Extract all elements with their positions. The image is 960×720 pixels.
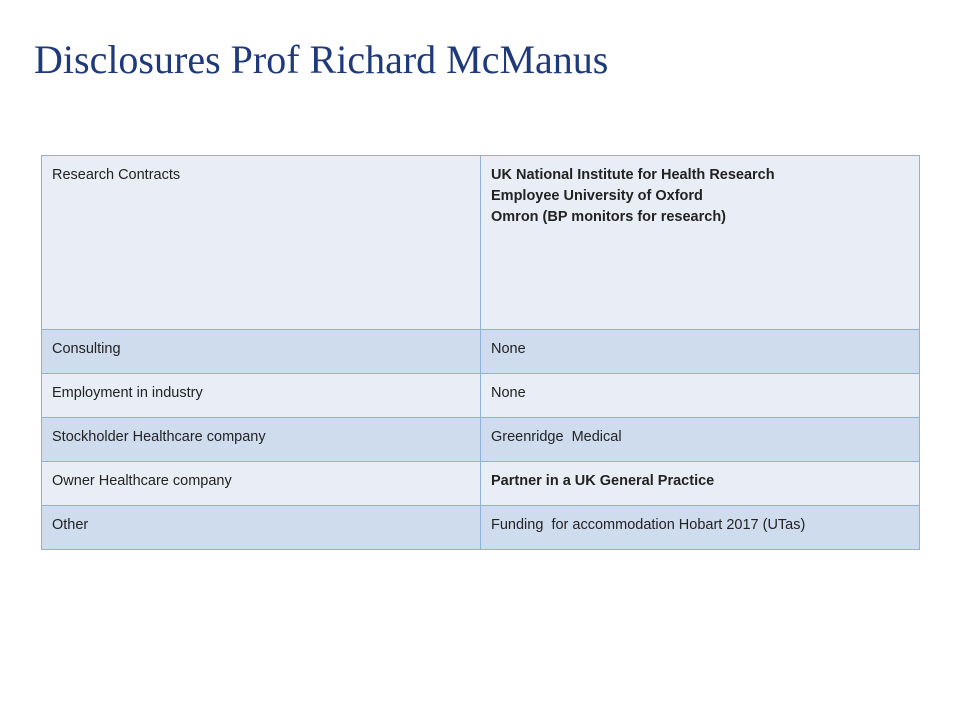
- disclosures-table: [41, 155, 920, 550]
- row-label-text: Other: [52, 517, 89, 533]
- row-label: [42, 374, 481, 418]
- row-label-text: Consulting: [52, 341, 121, 357]
- table-row: [42, 156, 920, 330]
- row-value: [481, 506, 920, 550]
- row-value: [481, 462, 920, 506]
- row-value-text: Partner in a UK General Practice: [491, 473, 715, 489]
- row-value-line: Omron (BP monitors for research): [491, 209, 727, 225]
- row-label-text: Stockholder Healthcare company: [52, 429, 266, 445]
- table-row: [42, 374, 920, 418]
- row-label: [42, 418, 481, 462]
- row-value: [481, 374, 920, 418]
- row-label: [42, 330, 481, 374]
- row-label: [42, 506, 481, 550]
- row-value-line: Employee University of Oxford: [491, 188, 703, 204]
- row-label-text: Employment in industry: [52, 385, 203, 401]
- row-label-text: Owner Healthcare company: [52, 473, 232, 489]
- table-row: [42, 462, 920, 506]
- row-value: [481, 418, 920, 462]
- row-value-text: Greenridge Medical: [491, 429, 622, 445]
- row-label: [42, 462, 481, 506]
- row-value-line: UK National Institute for Health Research: [491, 167, 775, 183]
- table-row: [42, 418, 920, 462]
- row-value-text: None: [491, 341, 526, 357]
- row-value: [481, 330, 920, 374]
- table-row: [42, 506, 920, 550]
- row-value-text: Funding for accommodation Hobart 2017 (UTas): [491, 517, 806, 533]
- table-row: [42, 330, 920, 374]
- page-title: Disclosures Prof Richard McManus: [34, 37, 609, 82]
- row-label-text: Research Contracts: [52, 167, 181, 183]
- row-label: [42, 156, 481, 330]
- row-value-text: None: [491, 385, 526, 401]
- row-value: [481, 156, 920, 330]
